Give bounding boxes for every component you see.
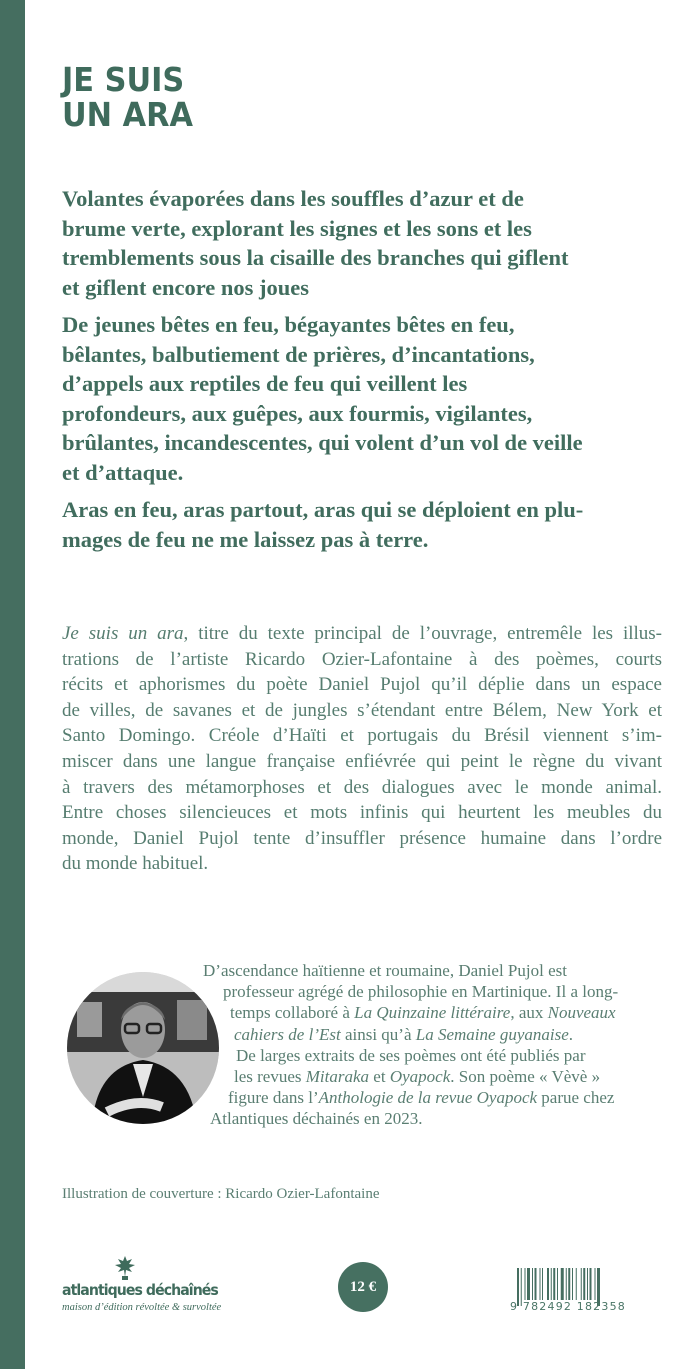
desc-line: récits et aphorismes du poète Daniel Pujol qu’il déplie dans un espace	[62, 674, 662, 696]
author-photo	[67, 972, 219, 1124]
book-description	[62, 621, 662, 877]
bio-text: les revues	[234, 1067, 306, 1087]
publication-title: cahiers de l’Est	[234, 1024, 341, 1044]
barcode-bar	[572, 1268, 573, 1300]
palm-leaf-icon	[114, 1255, 136, 1281]
author-portrait-image	[67, 972, 219, 1124]
sidebar-color-bar	[0, 0, 25, 1369]
publication-title: La Semaine guyanaise	[415, 1024, 569, 1044]
barcode-bar	[566, 1268, 567, 1300]
desc-line: Entre choses silencieuces et mots infinis qui heurtent les meubles du	[62, 802, 662, 824]
barcode-bar	[535, 1268, 537, 1300]
poem-line: Volantes évaporées dans les souffles d’azur et de	[62, 186, 524, 211]
desc-line: de villes, de savanes et de jungles s’étendant entre Bélem, New York et	[62, 699, 662, 721]
price-value: 12 €	[349, 1278, 377, 1295]
publication-title: Oyapock	[389, 1067, 451, 1087]
publication-title: La Quinzaine littéraire	[354, 1003, 511, 1023]
barcode-bar	[590, 1268, 592, 1300]
barcode-bar	[587, 1268, 588, 1300]
bio-line	[200, 1087, 670, 1108]
book-title	[62, 62, 193, 132]
barcode-bar	[547, 1268, 549, 1300]
desc-line: à travers des métamorphoses et des dialogues avec le monde animal.	[62, 776, 662, 798]
desc-line	[62, 621, 662, 647]
publisher-tagline: maison d’édition révoltée & survoltée	[62, 1302, 222, 1313]
barcode-bar	[568, 1268, 570, 1300]
poem-line: bêlantes, balbutiement de prières, d’incantations,	[62, 341, 535, 367]
poem-line: et d’attaque.	[62, 459, 184, 485]
bio-text: , aux	[510, 1003, 548, 1023]
poem-line: brume verte, explorant les signes et les sons et les	[62, 215, 532, 241]
bio-text: ainsi qu’à	[340, 1024, 416, 1044]
poem-stanza-3	[62, 495, 672, 554]
barcode-bar	[525, 1268, 526, 1300]
publication-title: Anthologie de la revue Oyapock	[318, 1088, 538, 1108]
bio-text: parue chez	[537, 1088, 615, 1108]
publication-title: Mitaraka	[305, 1067, 370, 1087]
desc-line: trations de l’artiste Ricardo Ozier-Lafontaine à des poèmes, courts	[62, 648, 662, 670]
poem-line: et giflent encore nos joues	[62, 274, 310, 300]
title-line-1: JE SUIS	[62, 60, 185, 99]
barcode-bar	[583, 1268, 585, 1300]
poem-line: mages de feu ne me laissez pas à terre.	[62, 526, 429, 552]
desc-line: miscer dans une langue française enfiévrée qui peint le règne du vivant	[62, 750, 662, 772]
publisher-name: atlantiques déchaînés	[62, 1281, 218, 1299]
barcode-bar	[561, 1268, 564, 1300]
barcode-bar	[553, 1268, 555, 1300]
poem-line: De jeunes bêtes en feu, bégayantes bêtes en feu,	[62, 312, 515, 337]
barcode-bar	[542, 1268, 543, 1300]
isbn-number: 9 782492 182358	[510, 1300, 626, 1313]
bio-line: Atlantiques déchainés en 2023.	[210, 1109, 423, 1129]
publication-title: Nouveaux	[547, 1003, 616, 1023]
poem-line: profondeurs, aux guêpes, aux fourmis, vigilantes,	[62, 400, 533, 426]
poem-line: Aras en feu, aras partout, aras qui se déploient en plu-	[62, 497, 584, 522]
poem-excerpt	[62, 184, 672, 562]
barcode-bar	[595, 1268, 596, 1300]
poem-line: d’appels aux reptiles de feu qui veillent les	[62, 371, 468, 396]
barcode-bar	[581, 1268, 582, 1300]
bio-line: D’ascendance haïtienne et roumaine, Daniel Pujol est	[203, 961, 567, 980]
bio-text: et	[369, 1067, 390, 1087]
desc-italic-title: Je suis un ara	[62, 623, 184, 644]
desc-line-1-rest: , titre du texte principal de l’ouvrage, entremêle les illus-	[183, 623, 663, 644]
bio-text: . Son poème « Vèvè »	[450, 1067, 601, 1087]
barcode-bar	[527, 1268, 530, 1300]
bio-line: professeur agrégé de philosophie en Martinique. Il a long-	[223, 982, 619, 1002]
bio-text: temps collaboré à	[230, 1003, 355, 1023]
poem-line: tremblements sous la cisaille des branches qui giflent	[62, 245, 569, 270]
desc-line: Santo Domingo. Créole d’Haïti et portugais du Brésil viennent s’im-	[62, 725, 662, 747]
bio-text: .	[568, 1024, 574, 1044]
barcode-bar	[576, 1268, 577, 1300]
barcode-bar	[540, 1268, 541, 1300]
poem-stanza-1	[62, 184, 672, 302]
author-bio	[200, 960, 670, 1130]
cover-illustration-credit: Illustration de couverture : Ricardo Ozier-Lafontaine	[62, 1186, 380, 1202]
barcode-bar	[557, 1268, 558, 1300]
price-badge	[338, 1262, 388, 1312]
barcode-bar	[551, 1268, 552, 1300]
bio-text: figure dans l’	[228, 1088, 319, 1108]
desc-line: du monde habituel.	[62, 853, 209, 875]
barcode-bar	[532, 1268, 533, 1300]
bio-line	[200, 1066, 670, 1087]
poem-stanza-2	[62, 310, 672, 487]
poem-line: brûlantes, incandescentes, qui volent d’un vol de veille	[62, 430, 583, 455]
bio-line	[200, 1024, 670, 1045]
bio-line	[200, 1002, 670, 1023]
title-line-2: UN ARA	[62, 95, 194, 134]
bio-line: De larges extraits de ses poèmes ont été publiés par	[236, 1045, 586, 1065]
desc-line: monde, Daniel Pujol tente d’insuffler présence humaine dans l’ordre	[62, 827, 662, 849]
